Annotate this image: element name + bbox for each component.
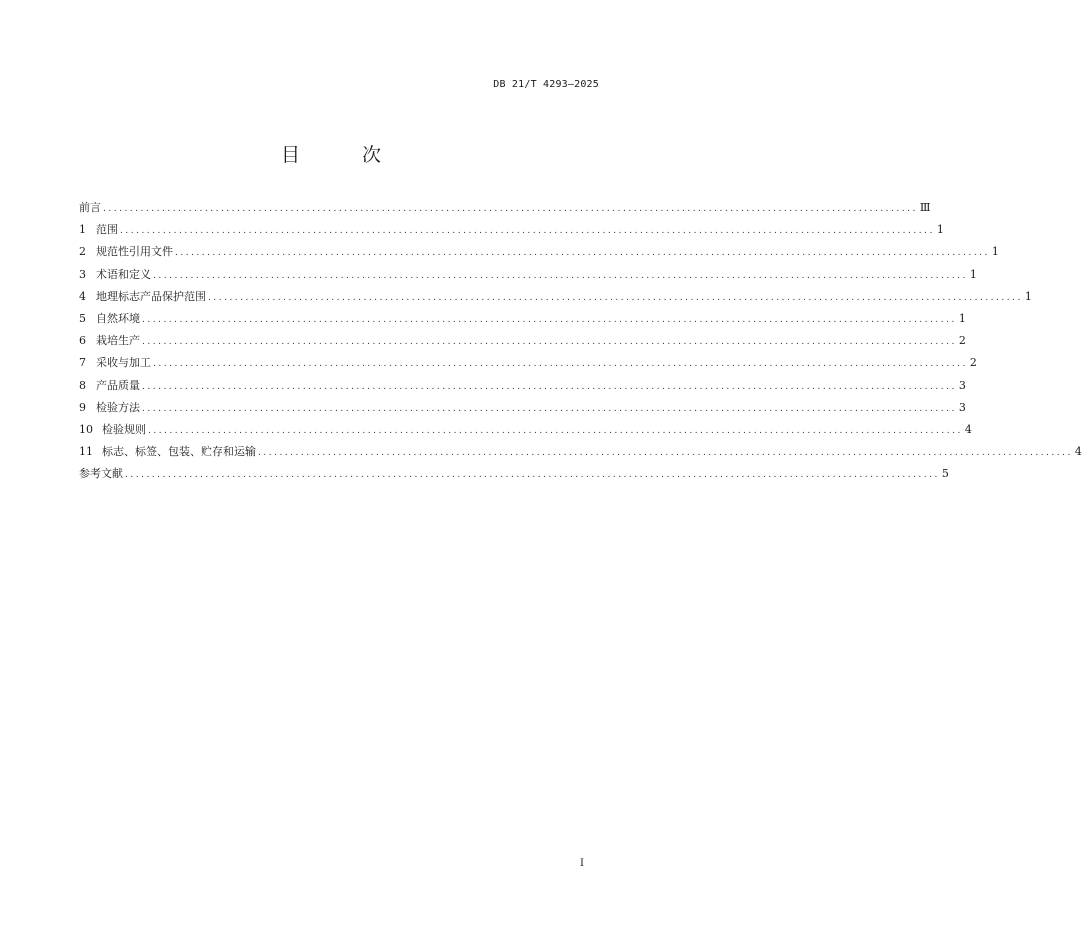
toc-entry-label: 栽培生产: [96, 334, 140, 348]
toc-dot-leader: ........................................................................................................................................................: [142, 381, 957, 392]
toc-entry-page: 1: [1024, 289, 1032, 303]
toc-entry-number: 6: [79, 334, 86, 348]
toc-entry-label: 规范性引用文件: [96, 245, 173, 259]
toc-entry-label: 参考文献: [79, 467, 123, 481]
toc-entry-page: Ⅲ: [919, 201, 931, 214]
toc-title: 目 次: [280, 144, 410, 166]
toc-entry-normative-references[interactable]: [79, 244, 999, 266]
toc-entry-page: 1: [991, 245, 999, 259]
toc-entry-number: 9: [79, 400, 86, 414]
toc-entry-label: 标志、标签、包装、贮存和运输: [102, 445, 256, 459]
toc-entry-scope[interactable]: [79, 222, 944, 244]
toc-entry-page: 3: [958, 400, 966, 414]
toc-entry-label: 采收与加工: [96, 356, 151, 370]
toc-entry-label: 产品质量: [96, 378, 140, 392]
toc-entry-number: 5: [79, 311, 86, 325]
toc-entry-terms-definitions[interactable]: [79, 267, 977, 289]
toc-entry-number: 4: [79, 289, 86, 303]
toc-dot-leader: ........................................................................................................................................................: [153, 270, 968, 281]
toc-dot-leader: ........................................................................................................................................................: [103, 204, 918, 214]
toc-entry-natural-environment[interactable]: [79, 311, 966, 333]
toc-entry-page: 1: [969, 267, 977, 281]
toc-entry-page: 4: [964, 422, 972, 436]
toc-entry-label: 检验方法: [96, 400, 140, 414]
toc-entry-page: 1: [958, 311, 966, 325]
toc-entry-protection-range[interactable]: [79, 289, 1032, 311]
toc-entry-page: 2: [969, 356, 977, 370]
toc-dot-leader: ........................................................................................................................................................: [120, 226, 935, 237]
toc-entry-bibliography[interactable]: [79, 466, 949, 488]
toc-entry-number: 1: [79, 223, 86, 237]
standard-code: DB 21/T 4293—2025: [493, 79, 599, 90]
toc-entry-page: 3: [958, 378, 966, 392]
toc-entry-label: 地理标志产品保护范围: [96, 289, 206, 303]
toc-entry-number: 10: [79, 422, 93, 436]
toc-entry-label: 术语和定义: [96, 267, 151, 281]
toc-dot-leader: ........................................................................................................................................................: [125, 470, 940, 481]
toc-dot-leader: ........................................................................................................................................................: [142, 403, 957, 414]
toc-entry-harvest-processing[interactable]: [79, 355, 977, 377]
toc-entry-foreword[interactable]: [79, 200, 931, 222]
toc-entry-label: 检验规则: [102, 422, 146, 436]
page-number: I: [580, 858, 584, 869]
toc-entry-number: 3: [79, 267, 86, 281]
toc-entry-number: 2: [79, 245, 86, 259]
toc-entry-label: 范围: [96, 223, 118, 237]
toc-entry-cultivation[interactable]: [79, 333, 966, 355]
toc-dot-leader: ........................................................................................................................................................: [175, 248, 990, 259]
toc-entry-product-quality[interactable]: [79, 378, 966, 400]
toc-entry-page: 1: [936, 223, 944, 237]
toc-entry-page: 2: [958, 334, 966, 348]
toc-dot-leader: ........................................................................................................................................................: [148, 425, 963, 436]
toc-dot-leader: ........................................................................................................................................................: [142, 337, 957, 348]
toc-dot-leader: ........................................................................................................................................................: [258, 448, 1073, 459]
toc-entry-inspection-rules[interactable]: [79, 422, 972, 444]
toc-entry-marking-packaging[interactable]: [79, 444, 1082, 466]
toc-entry-page: 5: [941, 467, 949, 481]
toc-dot-leader: ........................................................................................................................................................: [153, 359, 968, 370]
toc-entry-test-methods[interactable]: [79, 400, 966, 422]
toc-entry-number: 8: [79, 378, 86, 392]
toc-entry-label: 前言: [79, 201, 101, 214]
toc-entry-number: 11: [79, 445, 93, 459]
toc-entry-page: 4: [1074, 445, 1082, 459]
toc-entry-label: 自然环境: [96, 311, 140, 325]
toc-dot-leader: ........................................................................................................................................................: [142, 314, 957, 325]
toc-list: [79, 200, 1082, 488]
toc-entry-number: 7: [79, 356, 86, 370]
toc-dot-leader: ........................................................................................................................................................: [208, 292, 1023, 303]
